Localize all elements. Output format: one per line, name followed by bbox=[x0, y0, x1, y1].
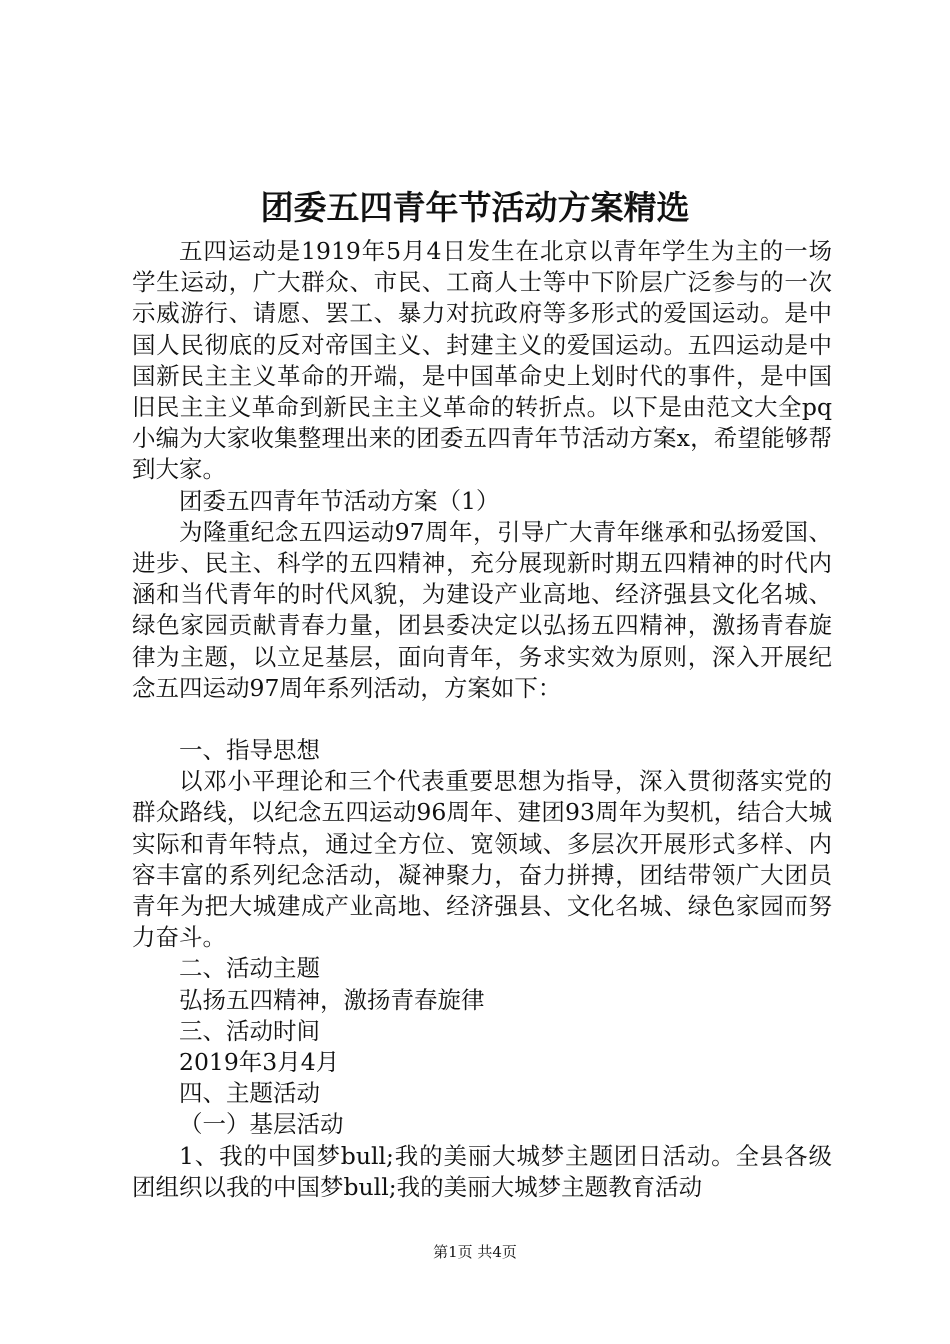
document-body bbox=[132, 236, 832, 1203]
activity-item-1: 1、我的中国梦bull;我的美丽大城梦主题团日活动。全县各级团组织以我的中国梦bull;我的美丽大城梦主题教育活动 bbox=[132, 1141, 832, 1201]
plan-intro-paragraph: 为隆重纪念五四运动97周年，引导广大青年继承和弘扬爱国、进步、民主、科学的五四精神，充分展现新时期五四精神的时代内涵和当代青年的时代风貌，为建设产业高地、经济强县文化名城、绿色家园贡献青春力量，团县委决定以弘扬五四精神，激扬青春旋律为主题，以立足基层，面向青年，务求实效为原则，深入开展纪念五四运动97周年系列活动，方案如下： bbox=[132, 517, 832, 702]
guiding-ideology-paragraph: 以邓小平理论和三个代表重要思想为指导，深入贯彻落实党的群众路线，以纪念五四运动96周年、建团93周年为契机，结合大城实际和青年特点，通过全方位、宽领域、多层次开展形式多样、内容丰富的系列纪念活动，凝神聚力，奋力拼搏，团结带领广大团员青年为把大城建成产业高地、经济强县、文化名城、绿色家园而努力奋斗。 bbox=[132, 767, 832, 952]
section-heading-time: 三、活动时间 bbox=[179, 1016, 320, 1045]
intro-paragraph: 五四运动是1919年5月4日发生在北京以青年学生为主的一场学生运动，广大群众、市民、工商人士等中下阶层广泛参与的一次示威游行、请愿、罢工、暴力对抗政府等多形式的爱国运动。是中国人民彻底的反对帝国主义、封建主义的爱国运动。五四运动是中国新民主主义革命的开端，是中国革命史上划时代的事件，是中国旧民主主义革命到新民主主义革命的转折点。以下是由范文大全pq小编为大家收集整理出来的团委五四青年节活动方案x，希望能够帮到大家。 bbox=[132, 237, 832, 484]
subsection-heading-grassroots: （一）基层活动 bbox=[179, 1110, 344, 1139]
page-footer: 第1页 共4页 bbox=[433, 1243, 517, 1261]
plan-heading: 团委五四青年节活动方案（1） bbox=[179, 486, 500, 515]
section-heading-guiding-ideology: 一、指导思想 bbox=[179, 736, 320, 765]
time-text: 2019年3月4月 bbox=[179, 1048, 340, 1077]
document-title: 团委五四青年节活动方案精选 bbox=[260, 188, 690, 227]
section-heading-theme: 二、活动主题 bbox=[179, 954, 320, 983]
section-heading-activities: 四、主题活动 bbox=[179, 1079, 320, 1108]
theme-text: 弘扬五四精神，激扬青春旋律 bbox=[179, 985, 485, 1014]
